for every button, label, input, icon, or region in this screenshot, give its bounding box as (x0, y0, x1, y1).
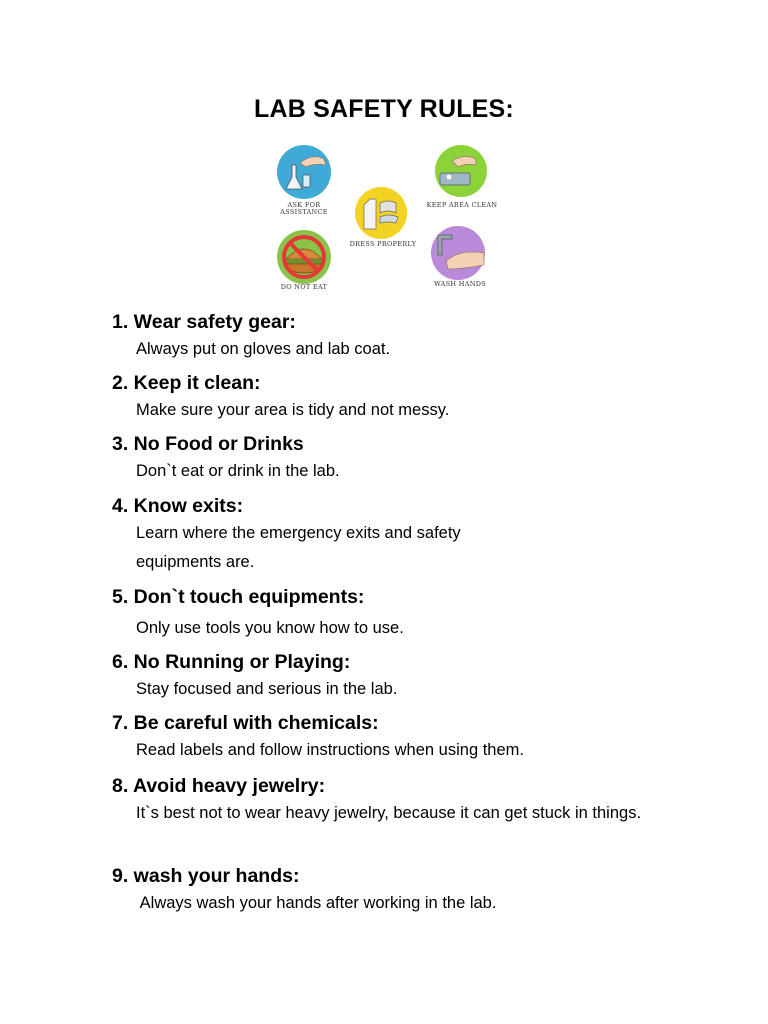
rule-body: Only use tools you know how to use. (136, 619, 404, 637)
page-title: LAB SAFETY RULES: (254, 95, 514, 123)
rule-5 (112, 584, 672, 643)
keep-area-clean-icon (427, 145, 498, 209)
rule-heading: 8. Avoid heavy jewelry: (112, 775, 326, 797)
rule-heading: 6. No Running or Playing: (112, 651, 351, 673)
rule-body: Don`t eat or drink in the lab. (136, 462, 340, 480)
rule-body: Make sure your area is tidy and not messy. (136, 401, 450, 419)
wash-label: WASH HANDS (434, 280, 486, 288)
rule-body: Read labels and follow instructions when using them. (136, 741, 524, 759)
rule-8 (112, 773, 672, 828)
rule-heading: 4. Know exits: (112, 495, 244, 517)
rule-7 (112, 710, 672, 765)
rule-body: Always put on gloves and lab coat. (136, 340, 391, 358)
dress-properly-icon (350, 187, 417, 248)
rule-heading: 3. No Food or Drinks (112, 433, 304, 455)
rule-2 (112, 370, 672, 425)
rule-body: It`s best not to wear heavy jewelry, because it can get stuck in things. (136, 804, 642, 822)
rule-heading: 7. Be careful with chemicals: (112, 712, 379, 734)
dress-circle (355, 187, 407, 239)
ask-label-line1: ASK FOR (287, 201, 321, 209)
rule-body: Learn where the emergency exits and safety equipments are. (136, 524, 461, 571)
rule-heading: 1. Wear safety gear: (112, 311, 296, 333)
rule-3 (112, 431, 672, 486)
wash-hands-icon (431, 226, 486, 288)
ask-label-line2: ASSISTANCE (280, 208, 328, 216)
keep-clean-circle (435, 145, 487, 197)
rule-heading: 2. Keep it clean: (112, 372, 261, 394)
keep-clean-label: KEEP AREA CLEAN (426, 201, 498, 209)
rule-heading: 9. wash your hands: (112, 865, 300, 887)
rule-9 (112, 863, 672, 918)
rule-body: Stay focused and serious in the lab. (136, 680, 398, 698)
dress-label: DRESS PROPERLY (349, 240, 417, 248)
do-not-eat-label: DO NOT EAT (280, 283, 328, 291)
rule-6 (112, 649, 672, 704)
rule-1 (112, 309, 672, 364)
ask-circle (277, 145, 331, 199)
lab-safety-illustration (262, 143, 506, 293)
rule-4 (112, 493, 672, 577)
do-not-eat-icon (277, 230, 331, 291)
rule-body: Always wash your hands after working in the lab. (136, 894, 497, 912)
rule-heading: 5. Don`t touch equipments: (112, 586, 365, 608)
ask-for-assistance-icon (277, 145, 331, 216)
